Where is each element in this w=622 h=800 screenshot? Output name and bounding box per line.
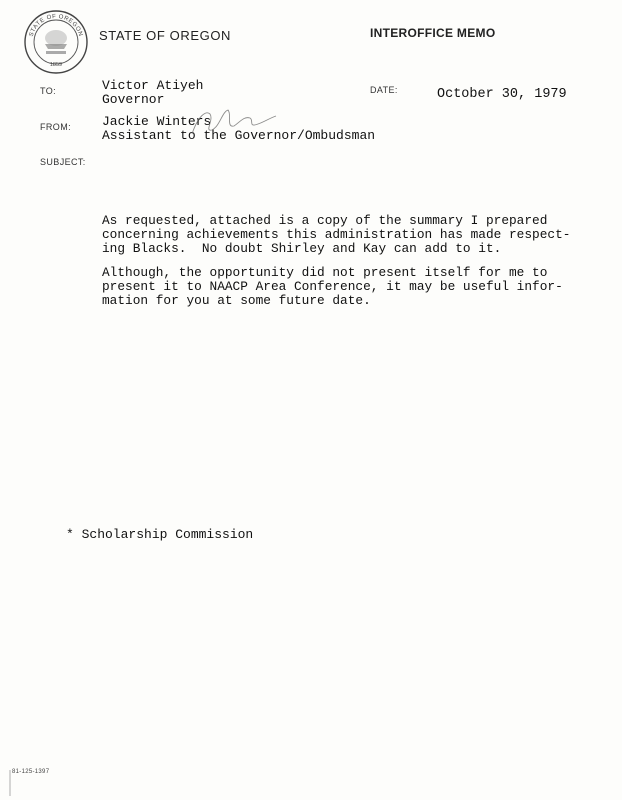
to-label: TO:: [40, 86, 57, 96]
handwritten-initials: [188, 104, 278, 138]
to-title: Governor: [102, 92, 165, 107]
margin-mark: [8, 770, 12, 796]
body-line: concerning achievements this administration has made respect-: [102, 227, 571, 243]
date-label: DATE:: [370, 85, 398, 95]
from-name: Jackie Winters: [102, 114, 212, 129]
body-paragraph-2: [102, 266, 572, 309]
seal-text: STATE OF OREGON: [28, 13, 84, 38]
body-line: ing Blacks. No doubt Shirley and Kay can add to it.: [102, 241, 502, 257]
to-name: Victor Atiyeh: [102, 78, 204, 93]
body-line: Although, the opportunity did not present itself for me to: [102, 265, 548, 280]
body-paragraph-1: [102, 214, 572, 257]
date-value: October 30, 1979: [437, 87, 567, 102]
form-code: 81-125-1397: [12, 769, 50, 775]
memo-type: INTEROFFICE MEMO: [370, 26, 496, 40]
from-label: FROM:: [40, 122, 71, 132]
state-seal-icon: [22, 8, 90, 76]
body-line: present it to NAACP Area Conference, it may be useful infor-: [102, 279, 563, 295]
subject-label: SUBJECT:: [40, 157, 86, 167]
footnote: * Scholarship Commission: [66, 527, 254, 542]
from-title: Assistant to the Governor/Ombudsman: [102, 128, 376, 143]
agency-name: STATE OF OREGON: [99, 28, 232, 43]
body-line: mation for you at some future date.: [102, 293, 371, 309]
body-line: As requested, attached is a copy of the summary I prepared: [102, 213, 548, 228]
seal-year: 1859: [49, 62, 63, 68]
